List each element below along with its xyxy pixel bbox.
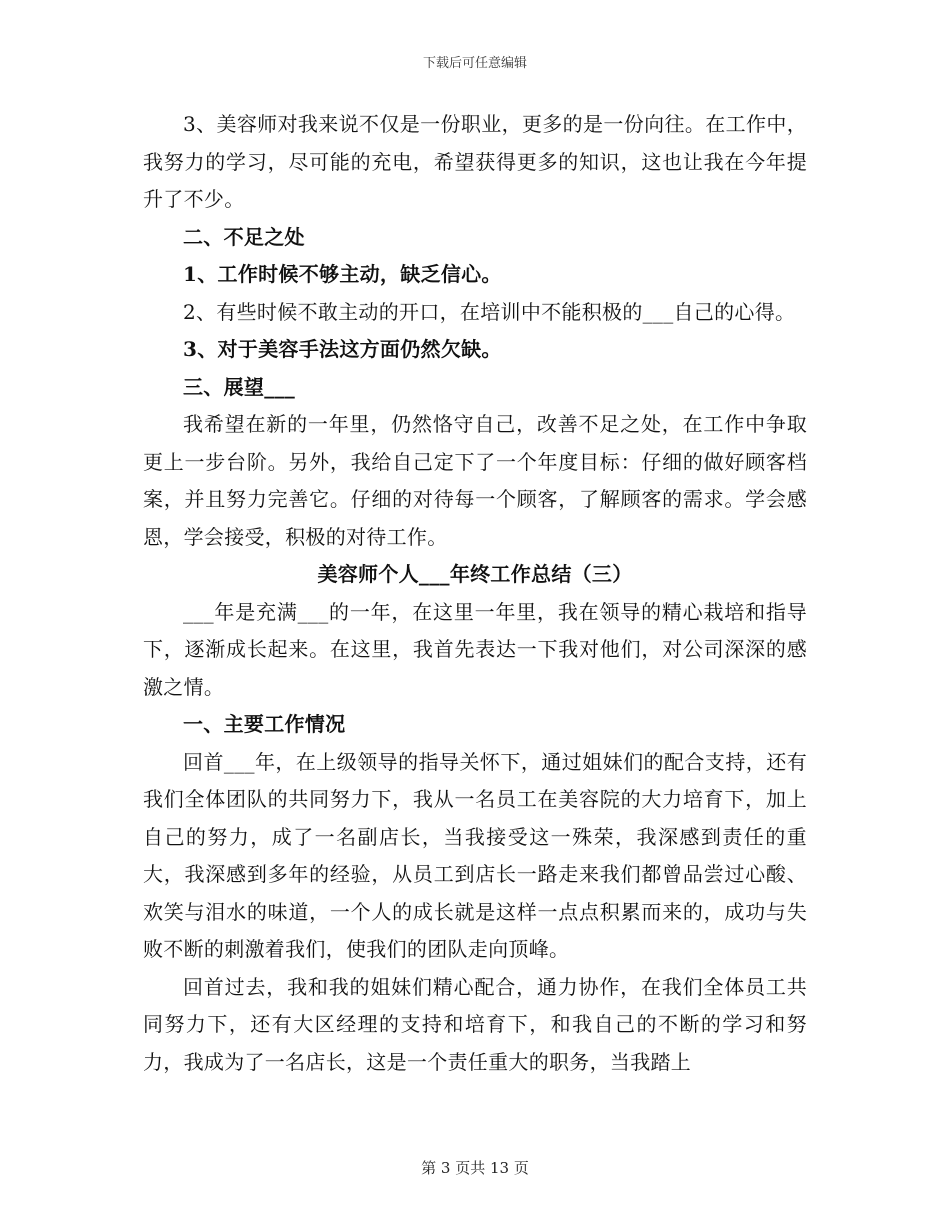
document-body [143,106,807,1081]
paragraph-shortcoming-1: 1、工作时候不够主动，缺乏信心。 [183,262,502,286]
paragraph-shortcoming-2: 2、有些时候不敢主动的开口，在培训中不能积极的___自己的心得。 [183,299,796,324]
paragraph-review-1: 回首___年，在上级领导的指导关怀下，通过姐妹们的配合支持，还有我们全体团队的共同努力下，我从一名员工在美容院的大力培育下，加上自己的努力，成了一名副店长，当我接受这一殊荣，我深感到责任的重大，我深感到多年的经验，从员工到店长一路走来我们都曾品尝过心酸、欢笑与泪水的味道，一个人的成长就是这样一点点积累而来的，成功与失败不断的刺激着我们，使我们的团队走向顶峰。 [143,749,807,961]
page-footer: 第 3 页共 13 页 [421,1159,529,1177]
section-heading-main-work: 一、主要工作情况 [183,712,346,736]
page-header: 下载后可任意编辑 [422,56,527,71]
paragraph-review-2: 回首过去，我和我的姐妹们精心配合，通力协作，在我们全体员工共同努力下，还有大区经理的支持和培育下，和我自己的不断的学习和努力，我成为了一名店长，这是一个责任重大的职务，当我踏上 [143,974,807,1074]
paragraph-intro: ___年是充满___的一年，在这里一年里，我在领导的精心栽培和指导下，逐渐成长起来。在这里，我首先表达一下我对他们，对公司深深的感激之情。 [143,599,807,699]
paragraph-1: 3、美容师对我来说不仅是一份职业，更多的是一份向往。在工作中，我努力的学习，尽可能的充电，希望获得更多的知识，这也让我在今年提升了不少。 [143,112,807,211]
paragraph-shortcoming-3: 3、对于美容手法这方面仍然欠缺。 [183,337,502,361]
section-heading-shortcomings: 二、不足之处 [183,224,305,249]
paragraph-outlook: 我希望在新的一年里，仍然恪守自己，改善不足之处，在工作中争取更上一步台阶。另外，我给自己定下了一个年度目标：仔细的做好顾客档案，并且努力完善它。仔细的对待每一个顾客，了解顾客的需求。学会感恩，学会接受，积极的对待工作。 [143,412,807,549]
document-title: 美容师个人___年终工作总结（三） [317,562,633,586]
section-heading-outlook: 三、展望___ [183,374,296,399]
